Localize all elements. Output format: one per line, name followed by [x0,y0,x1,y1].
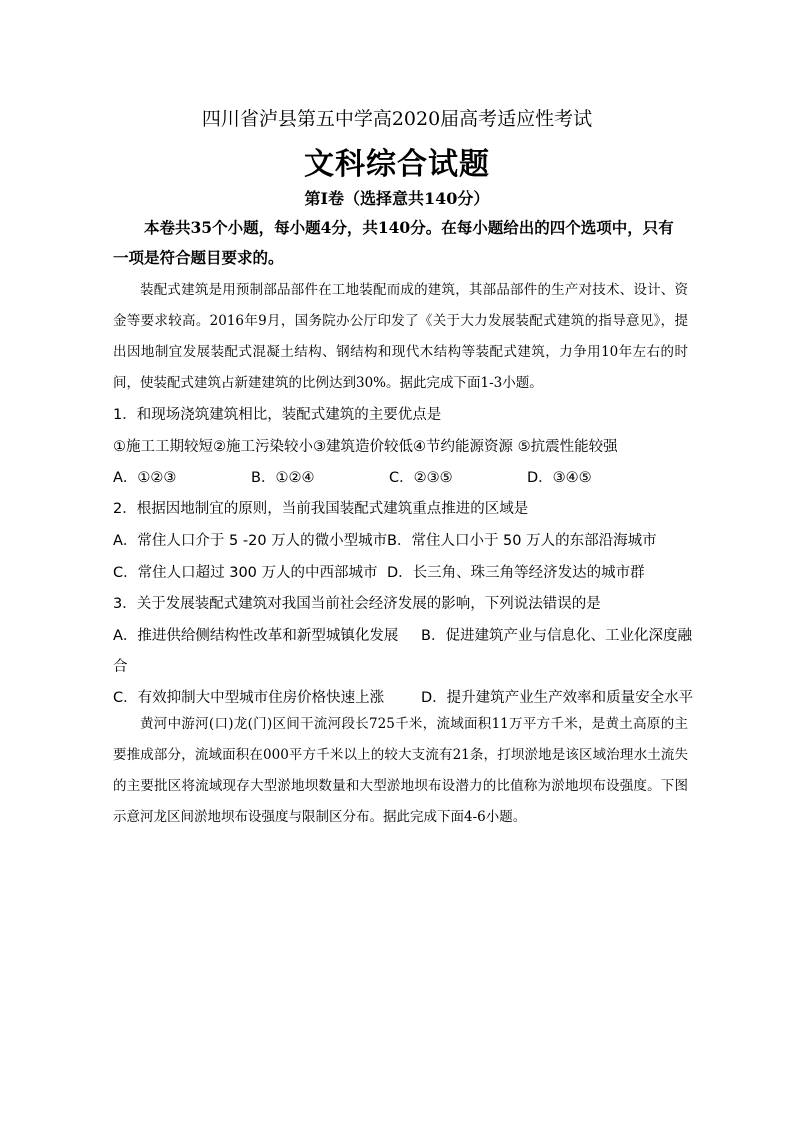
question-2-option-b: B．常住人口小于 50 万人的东部沿海城市 [387,533,657,549]
question-1-items: ①施工工期较短②施工污染较小③建筑造价较低④节约能源资源 ⑤抗震性能较强 [113,439,618,455]
question-3-option-b: B．促进建筑产业与信息化、工业化深度融 [421,628,692,644]
question-3-option-c: C．有效抑制大中型城市住房价格快速上涨 [113,690,385,706]
question-1-option-b: B．①②④ [251,470,315,486]
passage-2: 黄河中游河(口)龙(门)区间干流河段长725千米，流域面积11万平方千米，是黄土高原的主要推成部分，流域面积在000平方千米以上的较大支流有21条，打坝淤地是该区域治理水土流失的主要批区将流域现存大型淤地坝数量和大型淤地坝布设潜力的比值称为淤地坝布设强度。下图示意河龙区间淤地坝布设强度与限制区分布。据此完成下面4-6小题。 [113,716,688,825]
part-title: 第Ⅰ卷（选择意共140分） [304,189,490,208]
subject-title: 文科综合试题 [304,147,490,182]
question-1-stem: 1．和现场浇筑建筑相比，装配式建筑的主要优点是 [113,407,442,423]
instructions: 本卷共35个小题，每小题4分，共140分。在每小题给出的四个选项中，只有一项是符合题目要求的。 [113,218,674,267]
exam-title: 四川省泸县第五中学高2020届高考适应性考试 [201,108,593,130]
passage-1: 装配式建筑是用预制部品部件在工地装配而成的建筑，其部品部件的生产对技术、设计、资金等要求较高。2016年9月，国务院办公厅印发了《关于大力发展装配式建筑的指导意见》，提出因地制宜发展装配式混凝土结构、钢结构和现代木结构等装配式建筑，力争用10年左右的时间，使装配式建筑占新建建筑的比例达到30%。据此完成下面1-3小题。 [113,282,688,391]
question-2-option-a: A．常住人口介于 5 -20 万人的微小型城市 [113,533,388,549]
question-1-option-d: D．③④⑤ [527,470,592,486]
question-3-stem: 3．关于发展装配式建筑对我国当前社会经济发展的影响，下列说法错误的是 [113,596,601,612]
question-3-option-b-continued: 合 [113,659,128,675]
question-2-option-d: D．长三角、珠三角等经济发达的城市群 [387,565,645,581]
question-3-option-d: D．提升建筑产业生产效率和质量安全水平 [421,690,694,706]
question-3-option-a: A．推进供给侧结构性改革和新型城镇化发展 [113,628,399,644]
question-1-option-a: A．①②③ [113,470,177,486]
question-2-stem: 2．根据因地制宜的原则，当前我国装配式建筑重点推进的区域是 [113,501,529,517]
question-2-option-c: C．常住人口超过 300 万人的中西部城市 [113,565,378,581]
question-1-option-c: C．②③⑤ [389,470,453,486]
